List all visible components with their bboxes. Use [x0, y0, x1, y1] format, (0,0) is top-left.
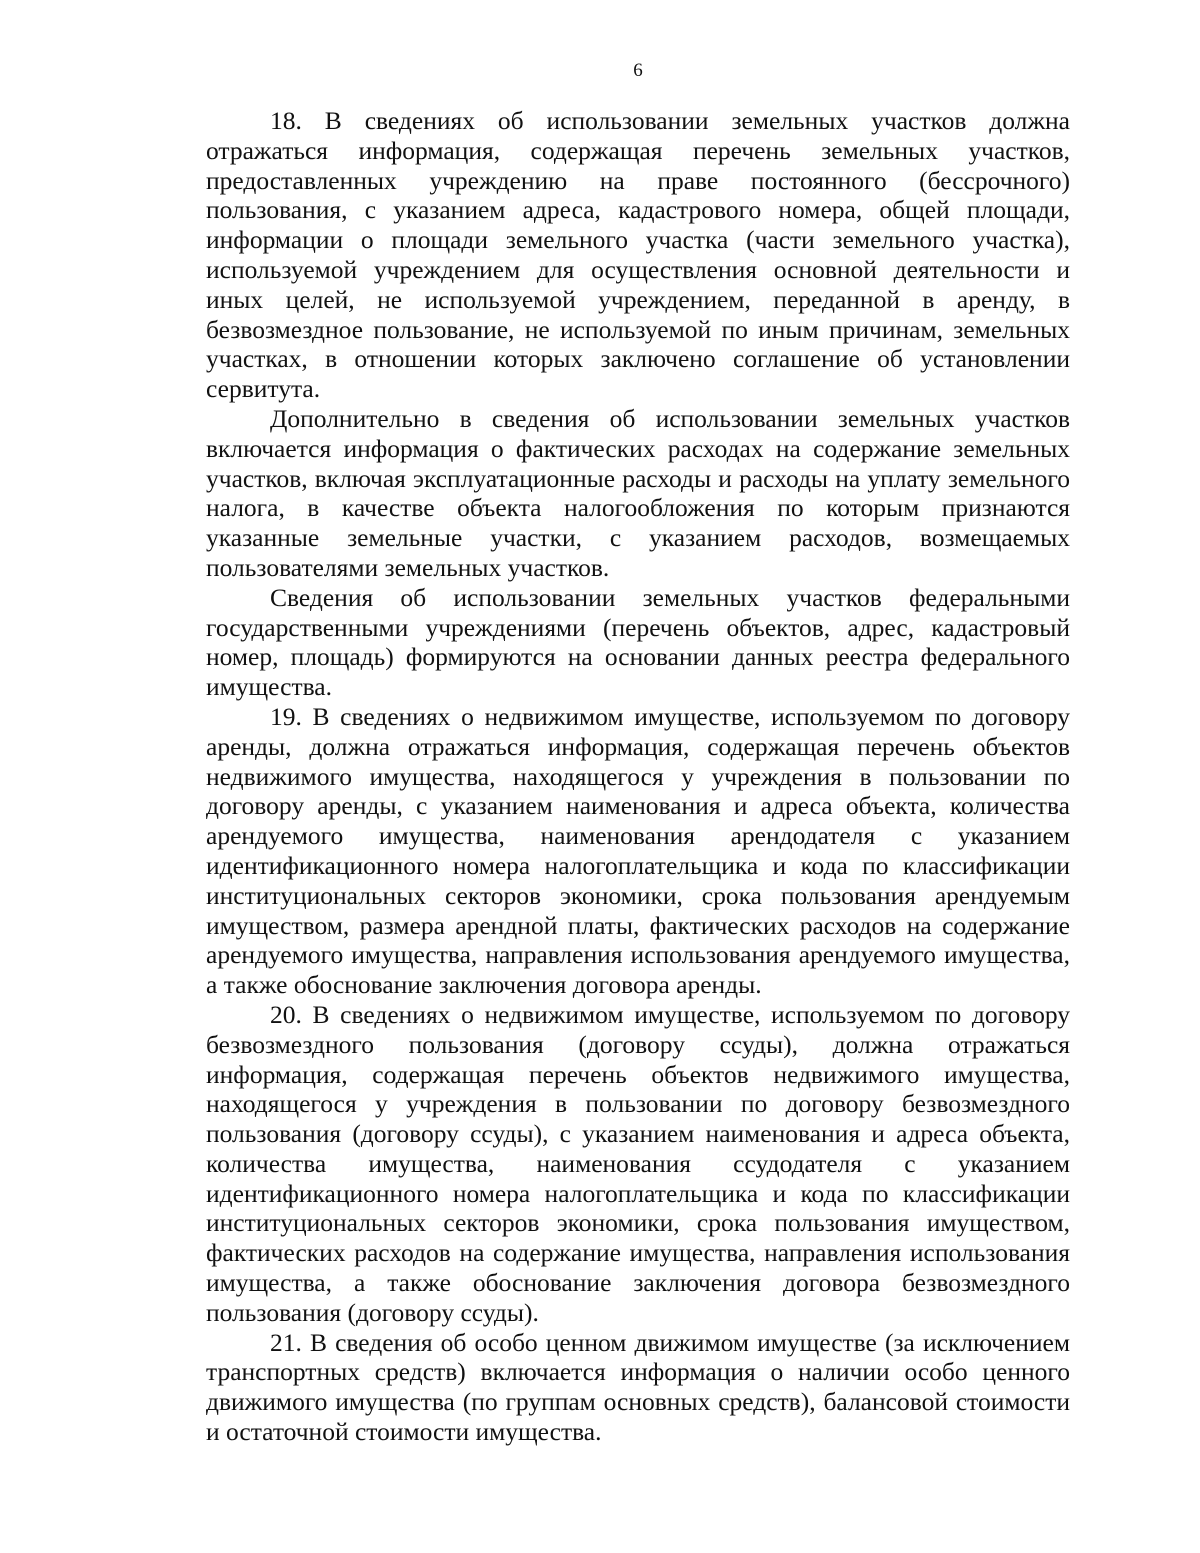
paragraph-18: 18. В сведениях об использовании земельных участков должна отражаться информация, содержащая перечень земельных участков, предоставленных учреждению на праве постоянного (бессрочного) пользования, с указанием адреса, кадастрового номера, общей площади, информации о площади земельного участка (части земельного участка), используемой учреждением для осуществления основной деятельности и иных целей, не используемой учреждением, переданной в аренду, в безвозмездное пользование, не используемой по иным причинам, земельных участках, в отношении которых заключено соглашение об установлении сервитута.	[206, 106, 1070, 404]
page-number: 6	[633, 60, 643, 81]
paragraph-20: 20. В сведениях о недвижимом имуществе, используемом по договору безвозмездного пользования (договору ссуды), должна отражаться информация, содержащая перечень объектов недвижимого имущества, находящегося у учреждения в пользовании по договору безвозмездного пользования (договору ссуды), с указанием наименования и адреса объекта, количества имущества, наименования ссудодателя с указанием идентификационного номера налогоплательщика и кода по классификации институциональных секторов экономики, срока пользования имуществом, фактических расходов на содержание имущества, направления использования имущества, а также обоснование заключения договора безвозмездного пользования (договору ссуды).	[206, 999, 1070, 1327]
paragraph-19: 19. В сведениях о недвижимом имуществе, используемом по договору аренды, должна отражаться информация, содержащая перечень объектов недвижимого имущества, находящегося у учреждения в пользовании по договору аренды, с указанием наименования и адреса объекта, количества арендуемого имущества, наименования арендодателя с указанием идентификационного номера налогоплательщика и кода по классификации институциональных секторов экономики, срока пользования арендуемым имуществом, размера арендной платы, фактических расходов на содержание арендуемого имущества, направления использования арендуемого имущества, а также обоснование заключения договора аренды.	[206, 701, 1070, 1000]
paragraph-18-land-expenses: Дополнительно в сведения об использовании земельных участков включается информация о фактических расходах на содержание земельных участков, включая эксплуатационные расходы и расходы на уплату земельного налога, в качестве объекта налогообложения по которым признаются указанные земельные участки, с указанием расходов, возмещаемых пользователями земельных участков.	[206, 403, 1070, 582]
paragraph-18-federal-institutions: Сведения об использовании земельных участков федеральными государственными учреждениями (перечень объектов, адрес, кадастровый номер, площадь) формируются на основании данных реестра федерального имущества.	[206, 582, 1070, 702]
document-body	[206, 106, 1070, 1447]
paragraph-21: 21. В сведения об особо ценном движимом имуществе (за исключением транспортных средств) включается информация о наличии особо ценного движимого имущества (по группам основных средств), балансовой стоимости и остаточной стоимости имущества.	[206, 1327, 1070, 1447]
